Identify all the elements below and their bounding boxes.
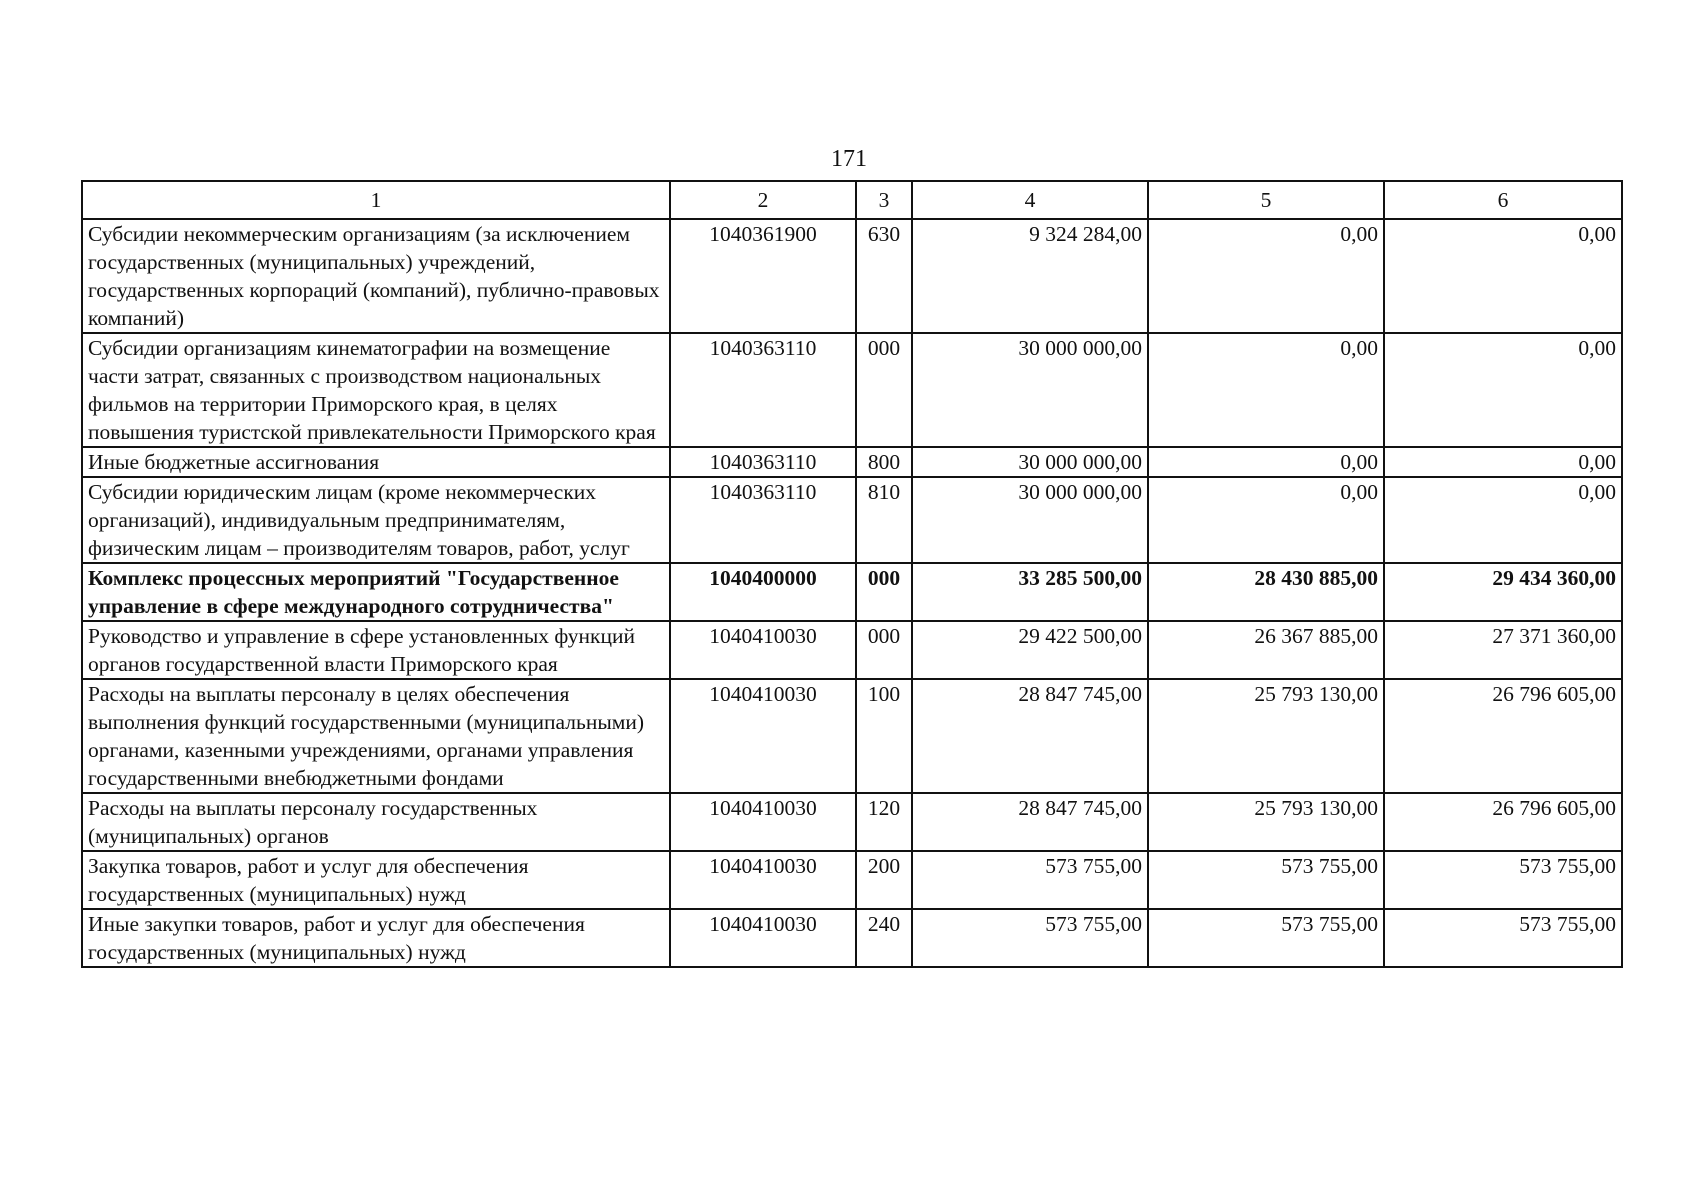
amount-col-5: 25 793 130,00 [1148, 793, 1384, 851]
amount-col-4: 30 000 000,00 [912, 333, 1148, 447]
column-header: 1 [82, 181, 670, 219]
table-row [82, 333, 1622, 447]
expense-type-code: 000 [856, 621, 912, 679]
target-article-code: 1040363110 [670, 447, 856, 477]
amount-col-4: 30 000 000,00 [912, 447, 1148, 477]
table-row [82, 851, 1622, 909]
table-row [82, 793, 1622, 851]
row-name: Комплекс процессных мероприятий "Государственное управление в сфере международного сотрудничества" [82, 563, 670, 621]
amount-col-4: 28 847 745,00 [912, 793, 1148, 851]
column-header: 4 [912, 181, 1148, 219]
table-row [82, 909, 1622, 967]
expense-type-code: 100 [856, 679, 912, 793]
budget-table [81, 180, 1623, 968]
amount-col-6: 27 371 360,00 [1384, 621, 1622, 679]
page-number: 171 [831, 146, 867, 172]
amount-col-4: 28 847 745,00 [912, 679, 1148, 793]
amount-col-5: 573 755,00 [1148, 909, 1384, 967]
row-name: Руководство и управление в сфере установленных функций органов государственной власти Приморского края [82, 621, 670, 679]
amount-col-4: 9 324 284,00 [912, 219, 1148, 333]
amount-col-5: 573 755,00 [1148, 851, 1384, 909]
amount-col-5: 0,00 [1148, 447, 1384, 477]
table-row [82, 621, 1622, 679]
amount-col-4: 30 000 000,00 [912, 477, 1148, 563]
target-article-code: 1040363110 [670, 333, 856, 447]
target-article-code: 1040361900 [670, 219, 856, 333]
amount-col-5: 0,00 [1148, 333, 1384, 447]
row-name: Расходы на выплаты персоналу государственных (муниципальных) органов [82, 793, 670, 851]
expense-type-code: 800 [856, 447, 912, 477]
target-article-code: 1040410030 [670, 909, 856, 967]
amount-col-6: 26 796 605,00 [1384, 793, 1622, 851]
target-article-code: 1040363110 [670, 477, 856, 563]
row-name: Иные бюджетные ассигнования [82, 447, 670, 477]
expense-type-code: 630 [856, 219, 912, 333]
table-row [82, 477, 1622, 563]
header-row [82, 181, 1622, 219]
table-row [82, 679, 1622, 793]
amount-col-6: 573 755,00 [1384, 851, 1622, 909]
column-header: 5 [1148, 181, 1384, 219]
expense-type-code: 120 [856, 793, 912, 851]
row-name: Субсидии юридическим лицам (кроме некоммерческих организаций), индивидуальным предпринимателям, физическим лицам – производителям товаров, работ, услуг [82, 477, 670, 563]
expense-type-code: 000 [856, 333, 912, 447]
amount-col-6: 26 796 605,00 [1384, 679, 1622, 793]
amount-col-4: 29 422 500,00 [912, 621, 1148, 679]
row-name: Субсидии организациям кинематографии на возмещение части затрат, связанных с производством национальных фильмов на территории Приморского края, в целях повышения туристской привлекательности Приморского края [82, 333, 670, 447]
column-header: 6 [1384, 181, 1622, 219]
table-row [82, 447, 1622, 477]
expense-type-code: 240 [856, 909, 912, 967]
amount-col-6: 0,00 [1384, 447, 1622, 477]
amount-col-5: 26 367 885,00 [1148, 621, 1384, 679]
table-body [82, 219, 1622, 967]
amount-col-6: 0,00 [1384, 333, 1622, 447]
row-name: Иные закупки товаров, работ и услуг для обеспечения государственных (муниципальных) нужд [82, 909, 670, 967]
expense-type-code: 810 [856, 477, 912, 563]
row-name: Расходы на выплаты персоналу в целях обеспечения выполнения функций государственными (муниципальными) органами, казенными учреждениями, органами управления государственными внебюджетными фондами [82, 679, 670, 793]
row-name: Субсидии некоммерческим организациям (за исключением государственных (муниципальных) учреждений, государственных корпораций (компаний), публично-правовых компаний) [82, 219, 670, 333]
row-name: Закупка товаров, работ и услуг для обеспечения государственных (муниципальных) нужд [82, 851, 670, 909]
amount-col-6: 29 434 360,00 [1384, 563, 1622, 621]
amount-col-5: 28 430 885,00 [1148, 563, 1384, 621]
amount-col-5: 0,00 [1148, 477, 1384, 563]
amount-col-6: 573 755,00 [1384, 909, 1622, 967]
amount-col-4: 33 285 500,00 [912, 563, 1148, 621]
amount-col-4: 573 755,00 [912, 851, 1148, 909]
table-row [82, 219, 1622, 333]
target-article-code: 1040400000 [670, 563, 856, 621]
target-article-code: 1040410030 [670, 851, 856, 909]
expense-type-code: 000 [856, 563, 912, 621]
amount-col-5: 0,00 [1148, 219, 1384, 333]
amount-col-6: 0,00 [1384, 219, 1622, 333]
target-article-code: 1040410030 [670, 621, 856, 679]
amount-col-4: 573 755,00 [912, 909, 1148, 967]
column-header: 3 [856, 181, 912, 219]
expense-type-code: 200 [856, 851, 912, 909]
target-article-code: 1040410030 [670, 793, 856, 851]
amount-col-6: 0,00 [1384, 477, 1622, 563]
target-article-code: 1040410030 [670, 679, 856, 793]
table-row [82, 563, 1622, 621]
column-header: 2 [670, 181, 856, 219]
amount-col-5: 25 793 130,00 [1148, 679, 1384, 793]
